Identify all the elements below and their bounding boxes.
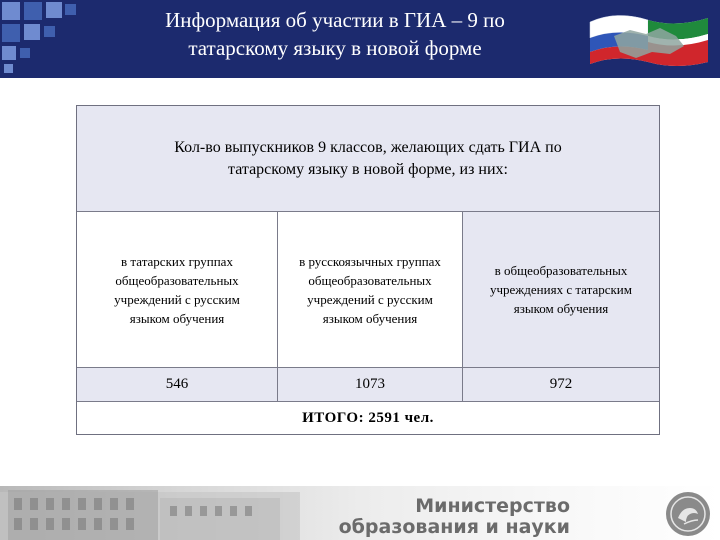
title-line-1: Информация об участии в ГИА – 9 по <box>165 8 505 32</box>
footer-band <box>0 486 720 540</box>
header-line-2: татарскому языку в новой форме, из них: <box>228 160 508 178</box>
header-band <box>0 0 720 78</box>
table-header-cell <box>77 106 659 212</box>
title-line-2: татарскому языку в новой форме <box>188 36 482 60</box>
header-line-1: Кол-во выпускников 9 классов, желающих сдать ГИА по <box>174 138 562 156</box>
page-title <box>95 6 575 62</box>
ministry-emblem-icon <box>664 490 712 538</box>
category-cell-russian-groups: в русскоязычных группах общеобразовательных учреждений с русским языком обучения <box>278 212 463 368</box>
ministry-logo-text: Министерство образования и науки <box>338 495 570 538</box>
total-cell: ИТОГО: 2591 чел. <box>77 402 659 434</box>
value-cell-tatar-schools: 972 <box>463 368 659 402</box>
value-cell-russian-groups: 1073 <box>278 368 463 402</box>
participation-table <box>76 105 660 435</box>
value-cell-tatar-groups: 546 <box>77 368 278 402</box>
flags-map-icon <box>586 6 712 72</box>
decorative-squares <box>0 0 80 78</box>
building-image <box>0 486 300 540</box>
category-cell-tatar-schools: в общеобразовательных учреждениях с татарским языком обучения <box>463 212 659 368</box>
category-cell-tatar-groups: в татарских группах общеобразовательных учреждений с русским языком обучения <box>77 212 278 368</box>
